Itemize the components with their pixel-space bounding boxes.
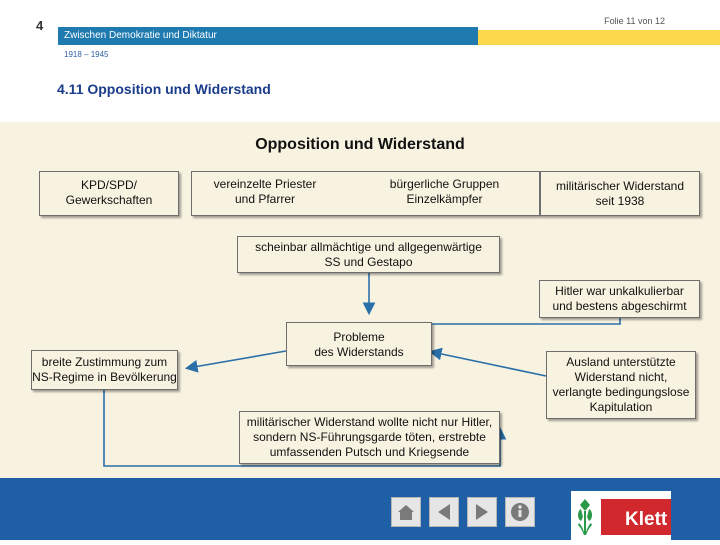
info-icon	[506, 498, 534, 526]
klett-brand-text: Klett	[625, 509, 668, 530]
arrow-probleme-zustimmung	[188, 351, 286, 368]
box-putsch: militärischer Widerstand wollte nicht nur Hitler, sondern NS-Führungsgarde töten, erstrebte umfassenden Putsch und Kriegsende	[239, 411, 500, 464]
forward-icon	[468, 498, 496, 526]
box-probleme: Probleme des Widerstands	[286, 322, 432, 366]
box-ausland: Ausland unterstützte Widerstand nicht, verlangte bedingungslose Kapitulation	[546, 351, 696, 419]
label-buergerlich: bürgerliche Gruppen Einzelkämpfer	[389, 177, 500, 206]
box-kpd-spd: KPD/SPD/ Gewerkschaften	[39, 171, 179, 216]
box-hitler: Hitler war unkalkulierbar und bestens abgeschirmt	[539, 280, 700, 318]
klett-emblem-icon	[571, 491, 671, 540]
section-title: 4.11 Opposition und Widerstand	[57, 81, 271, 97]
slide-number: 4	[36, 18, 44, 33]
arrow-hitler-probleme	[420, 318, 620, 332]
box-ss-gestapo: scheinbar allmächtige und allgegenwärtige SS und Gestapo	[237, 236, 500, 273]
forward-button[interactable]	[467, 497, 497, 527]
box-zustimmung: breite Zustimmung zum NS-Regime in Bevölkerung	[31, 350, 178, 390]
klett-logo	[571, 491, 671, 540]
box-militaer: militärischer Widerstand seit 1938	[540, 171, 700, 216]
info-button[interactable]	[505, 497, 535, 527]
home-icon	[392, 498, 420, 526]
diagram-title: Opposition und Widerstand	[255, 136, 465, 153]
home-button[interactable]	[391, 497, 421, 527]
back-button[interactable]	[429, 497, 459, 527]
label-priester: vereinzelte Priester und Pfarrer	[213, 177, 317, 206]
header-years: 1918 – 1945	[64, 50, 109, 59]
back-icon	[430, 498, 458, 526]
arrow-ausland-probleme	[432, 352, 546, 376]
header-title: Zwischen Demokratie und Diktatur	[64, 30, 217, 41]
slide-counter: Folie 11 von 12	[604, 16, 665, 26]
